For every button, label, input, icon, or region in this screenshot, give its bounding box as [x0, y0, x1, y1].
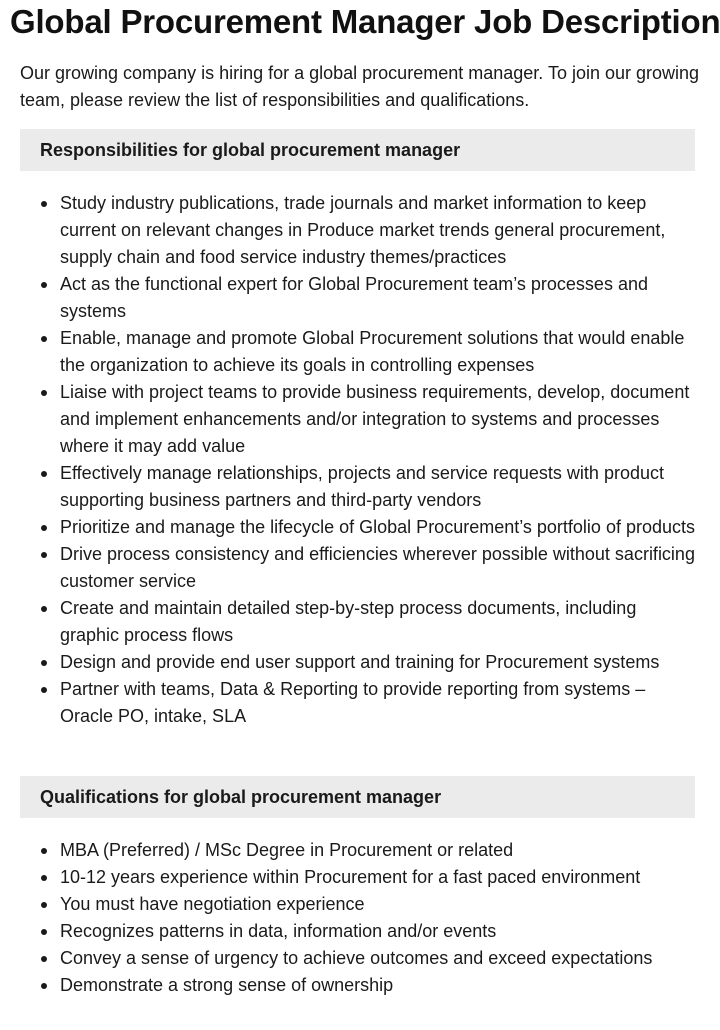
qualification-item: You must have negotiation experience	[20, 891, 700, 918]
responsibility-item: Act as the functional expert for Global Procurement team’s processes and systems	[20, 271, 700, 325]
responsibilities-heading: Responsibilities for global procurement manager	[20, 129, 695, 171]
responsibility-item: Study industry publications, trade journals and market information to keep current on relevant changes in Produce market trends general procurement, supply chain and food service industry themes/practices	[20, 190, 700, 271]
responsibility-item: Partner with teams, Data & Reporting to provide reporting from systems – Oracle PO, intake, SLA	[20, 676, 700, 730]
responsibility-item: Create and maintain detailed step-by-step process documents, including graphic process flows	[20, 595, 700, 649]
responsibilities-list	[20, 190, 700, 730]
page-title: Global Procurement Manager Job Description	[10, 3, 720, 40]
responsibility-item: Drive process consistency and efficiencies wherever possible without sacrificing customer service	[20, 541, 700, 595]
qualifications-heading: Qualifications for global procurement manager	[20, 776, 695, 818]
qualification-item: Convey a sense of urgency to achieve outcomes and exceed expectations	[20, 945, 700, 972]
responsibility-item: Effectively manage relationships, projects and service requests with product supporting business partners and third-party vendors	[20, 460, 700, 514]
qualifications-list	[20, 837, 700, 999]
intro-paragraph: Our growing company is hiring for a global procurement manager. To join our growing team, please review the list of responsibilities and qualifications.	[20, 63, 700, 110]
qualification-item: MBA (Preferred) / MSc Degree in Procurement or related	[20, 837, 700, 864]
responsibility-item: Prioritize and manage the lifecycle of Global Procurement’s portfolio of products	[20, 514, 700, 541]
qualification-item: Recognizes patterns in data, information and/or events	[20, 918, 700, 945]
responsibility-item: Enable, manage and promote Global Procurement solutions that would enable the organization to achieve its goals in controlling expenses	[20, 325, 700, 379]
responsibility-item: Design and provide end user support and training for Procurement systems	[20, 649, 700, 676]
qualification-item: Demonstrate a strong sense of ownership	[20, 972, 700, 999]
qualification-item: 10-12 years experience within Procurement for a fast paced environment	[20, 864, 700, 891]
responsibility-item: Liaise with project teams to provide business requirements, develop, document and implement enhancements and/or integration to systems and processes where it may add value	[20, 379, 700, 460]
